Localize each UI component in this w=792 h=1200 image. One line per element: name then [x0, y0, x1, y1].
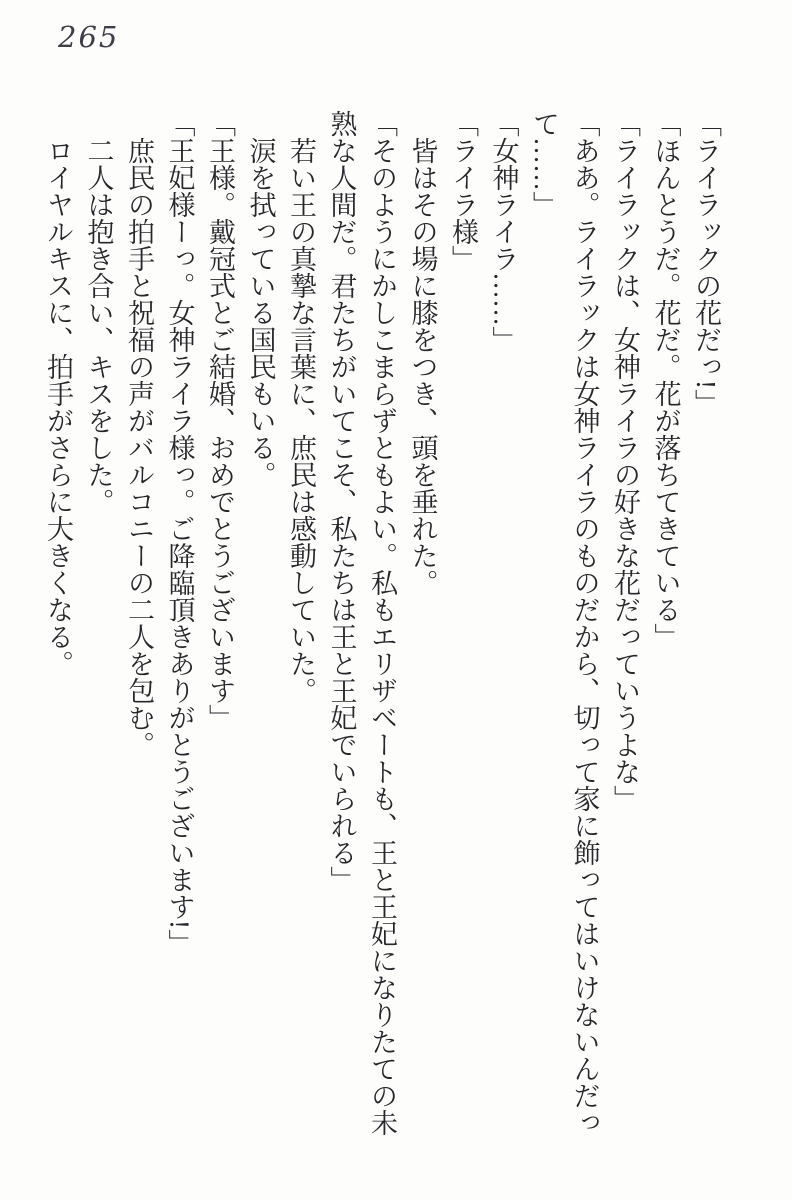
text-column: 熟な人間だ。君たちがいてこそ、私たちは王と王妃でいられる」 [326, 110, 357, 893]
text-column: 庶民の拍手と祝福の声がバルコニーの二人を包む。 [124, 110, 154, 758]
text-column: 「王妃様ーっ。女神ライラ様っ。ご降臨頂きありがとうございます!」 [164, 110, 195, 956]
text-block [38, 110, 727, 1142]
text-column: 「王様。戴冠式とご結婚、おめでとうございます」 [205, 110, 235, 731]
text-column: て……」 [529, 110, 559, 218]
text-column: 若い王の真摯な言葉に、庶民は感動していた。 [286, 110, 316, 704]
text-column: 「ああ。ライラックは女神ライラのものだから、切って家に飾ってはいけないんだっ [569, 110, 600, 1136]
text-column: 「そのようにかしこまらずともよい。私もエリザベートも、王と王妃になりたての未 [367, 110, 397, 1136]
page-number: 265 [58, 20, 120, 54]
text-column: 「ライラックの花だっ!」 [691, 110, 721, 416]
text-column: 皆はその場に膝をつき、頭を垂れた。 [407, 110, 438, 596]
text-column: 「ライラ様」 [448, 110, 478, 272]
text-column: 「女神ライラ……」 [488, 110, 519, 353]
text-column: ロイヤルキスに、拍手がさらに大きくなる。 [43, 110, 73, 677]
text-column: 二人は抱き合い、キスをした。 [83, 110, 114, 515]
text-column: 「ほんとうだ。花だ。花が落ちてきている」 [650, 110, 681, 650]
text-column: 「ライラックは、女神ライラの好きな花だっていうよな」 [610, 110, 640, 812]
text-column: 涙を拭っている国民もいる。 [245, 110, 276, 488]
